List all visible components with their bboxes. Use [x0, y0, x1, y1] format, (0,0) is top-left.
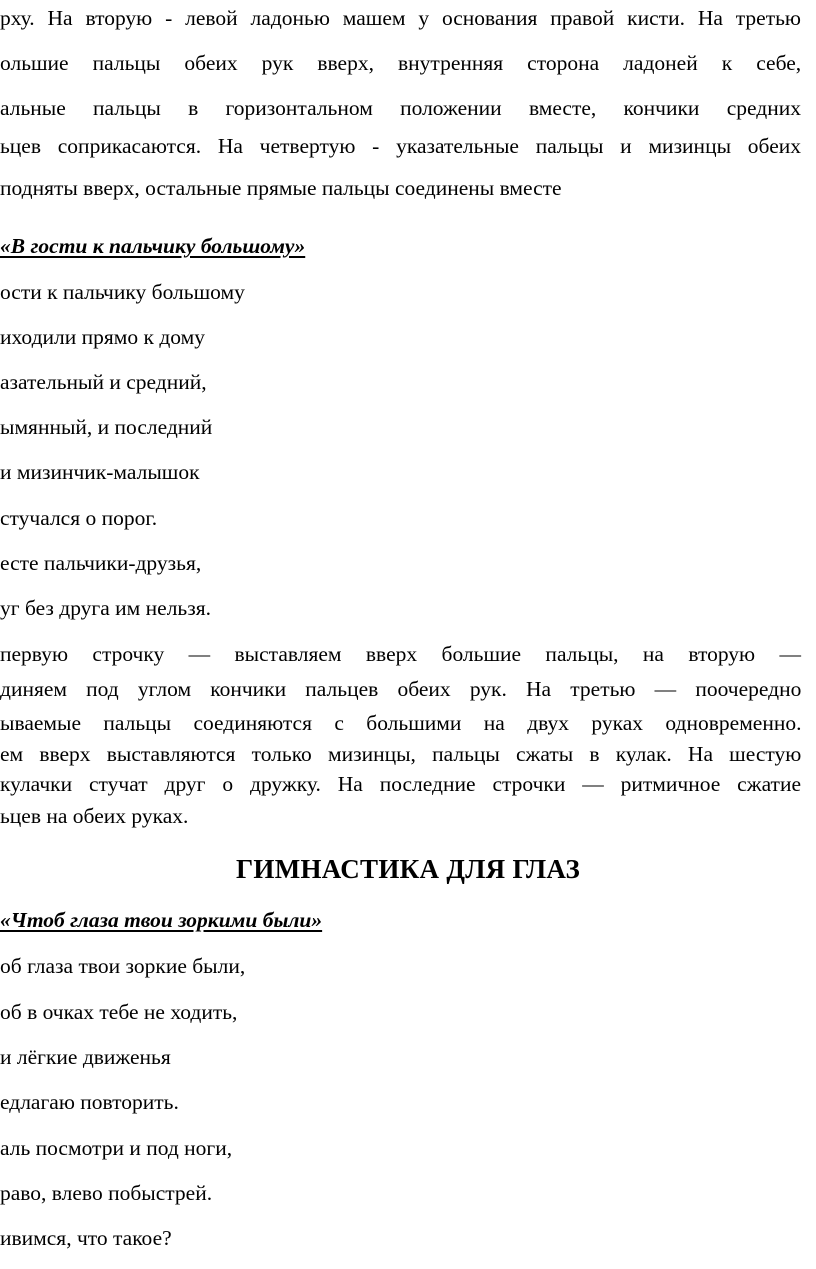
intro-line-5: подняты вверх, остальные прямые пальцы соединены вместе [0, 176, 562, 200]
poem-1-line-7: есте пальчики-друзья, [0, 551, 202, 575]
poem-2-line-7: ивимся, что такое? [0, 1226, 172, 1250]
section-heading: ГИМНАСТИКА ДЛЯ ГЛАЗ [235, 854, 581, 884]
poem-1-line-3: азательный и средний, [0, 370, 207, 394]
intro-line-1: рху. На вторую - левой ладонью машем у основания правой кисти. На третью [0, 6, 801, 30]
poem-1-line-8: уг без друга им нельзя. [0, 596, 211, 620]
intro-line-4: ьцев соприкасаются. На четвертую - указательные пальцы и мизинцы обеих [0, 134, 801, 158]
poem-2-line-3: и лёгкие движенья [0, 1045, 171, 1069]
instructions-line-5: кулачки стучат друг о дружку. На последние строчки — ритмичное сжатие [0, 772, 801, 796]
poem-1-line-5: и мизинчик-малышок [0, 460, 200, 484]
poem-2-line-1: об глаза твои зоркие были, [0, 954, 246, 978]
poem-1-title: «В гости к пальчику большому» [0, 234, 306, 258]
poem-2-title: «Чтоб глаза твои зоркими были» [0, 908, 323, 932]
instructions-line-3: ываемые пальцы соединяются с большими на двух руках одновременно. [0, 711, 802, 735]
instructions-line-6: ьцев на обеих руках. [0, 804, 189, 828]
poem-2-line-2: об в очках тебе не ходить, [0, 1000, 238, 1024]
instructions-line-4: ем вверх выставляются только мизинцы, пальцы сжаты в кулак. На шестую [0, 742, 802, 766]
poem-1-line-2: иходили прямо к дому [0, 325, 205, 349]
poem-1-line-6: стучался о порог. [0, 506, 158, 530]
poem-1-line-1: ости к пальчику большому [0, 280, 245, 304]
instructions-line-1: первую строчку — выставляем вверх большие пальцы, на вторую — [0, 642, 801, 666]
poem-2-line-5: аль посмотри и под ноги, [0, 1136, 233, 1160]
poem-2-line-4: едлагаю повторить. [0, 1090, 179, 1114]
intro-line-2: ольшие пальцы обеих рук вверх, внутренняя сторона ладоней к себе, [0, 51, 802, 75]
instructions-line-2: диняем под углом кончики пальцев обеих рук. На третью — поочередно [0, 677, 802, 701]
intro-line-3: альные пальцы в горизонтальном положении вместе, кончики средних [0, 96, 801, 120]
poem-2-line-6: раво, влево побыстрей. [0, 1181, 213, 1205]
poem-1-line-4: ымянный, и последний [0, 415, 213, 439]
